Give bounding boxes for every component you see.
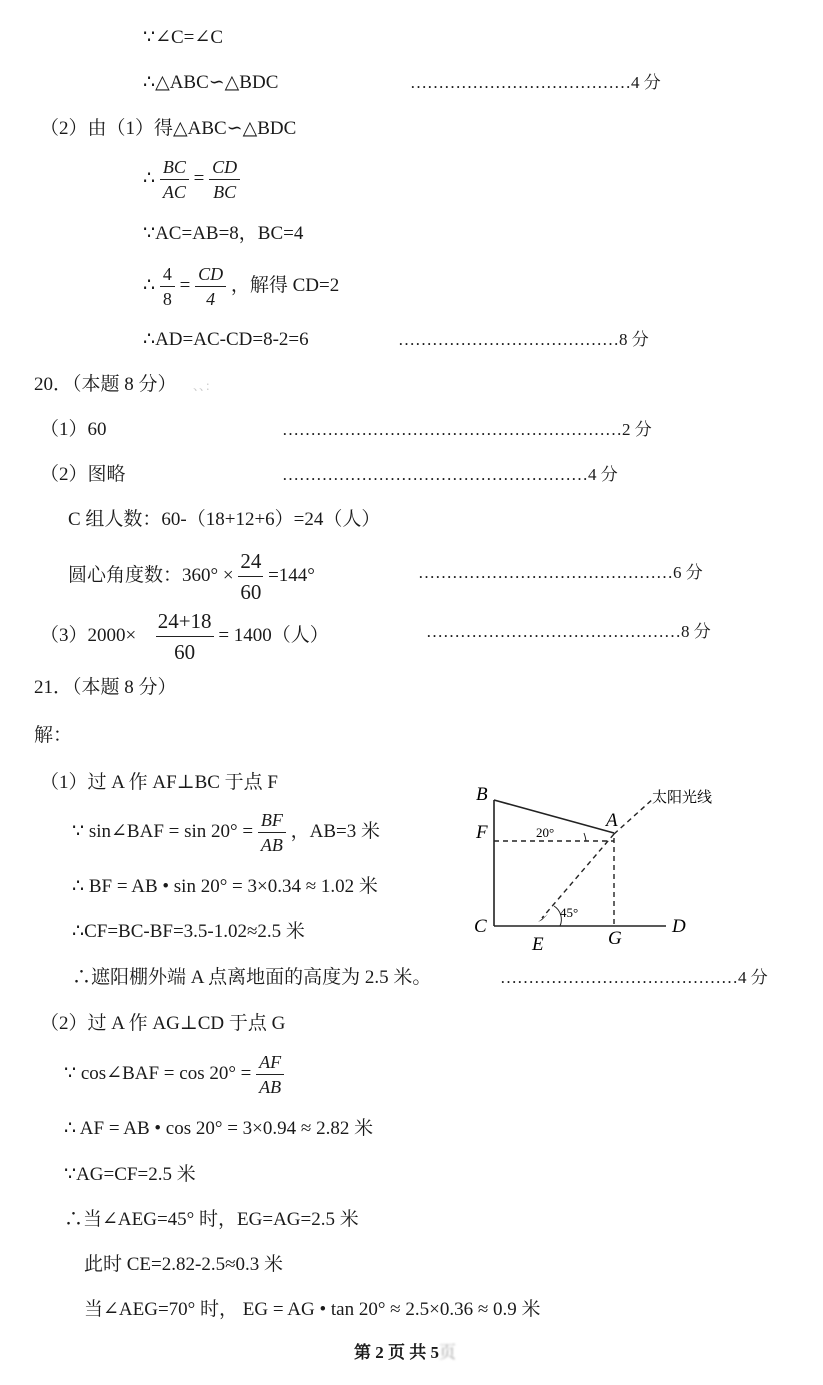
q19-ad-result: ∴AD=AC-CD=8-2=6 [143,329,309,350]
q21-cf-calc: ∴CF=BC-BF=3.5-1.02≈2.5 米 [72,921,305,942]
ratio-cd-bc: $\frac{CD}{BC}$ [209,155,240,204]
q20-score-2: ……………………………………………………2 分 [282,420,652,439]
q20-score-6: ………………………………………6 分 [418,563,703,582]
q21-ag-equals-cf: ∵AG=CF=2.5 米 [64,1164,196,1185]
q19-ratio-line: ∴ $\frac{BC}{AC}$ = $\frac{CD}{BC}$ [143,155,240,204]
q20-score-4: ………………………………………………4 分 [282,465,618,484]
q20-c-group: C 组人数：60-（18+12+6）=24（人） [68,509,381,530]
q21-cos-line: ∵ cos∠BAF = cos 20° = $\frac{AF}{AB}$ [64,1050,284,1099]
q20-part3: （3）2000× $\frac{24+18}{60}$ = 1400（人） [40,606,329,667]
q21-solve: 解： [34,725,73,746]
angle-arc-20 [584,833,586,841]
frac-bf-ab: $\frac{BF}{AB}$ [258,808,286,857]
label-c: C [474,916,487,937]
frac-24plus18-60: $\frac{24+18}{60}$ [156,606,214,667]
ratio-bc-ac: $\frac{BC}{AC}$ [160,155,189,204]
q19-score-4: …………………………………4 分 [410,73,661,92]
label-d: D [672,916,686,937]
q21-head: 21．（本题 8 分） [34,677,177,698]
label-e: E [532,934,544,955]
q20-score-8: ………………………………………8 分 [426,622,711,641]
q21-angle45-case: ∴当∠AEG=45° 时，EG=AG=2.5 米 [64,1209,359,1230]
label-f: F [476,822,488,843]
q19-score-8: …………………………………8 分 [398,330,649,349]
awning-geometry-figure [466,776,766,956]
q21-angle70-case: 当∠AEG=70° 时， EG = AG • tan 20° ≈ 2.5×0.36 ≈ 0.9 米 [84,1299,541,1320]
q19-solve-cd: ∴ $\frac{4}{8}$ = $\frac{CD}{4}$ ，解得 CD=2 [143,264,340,309]
q21-score-4: ……………………………………4 分 [500,968,768,987]
label-sunlight: 太阳光线 [652,790,713,806]
frac-cd-4: $\frac{CD}{4}$ [195,262,226,311]
q21-part2-head: （2）过 A 作 AG⊥CD 于点 G [40,1013,286,1034]
q20-central-angle: 圆心角度数：360° × $\frac{24}{60}$ =144° [68,546,315,607]
label-g: G [608,928,622,949]
q20-head: 20．（本题 8 分） 、、： [34,374,218,395]
q19-part2-head: （2）由（1）得△ABC∽△BDC [40,118,297,139]
q19-similar: ∴△ABC∽△BDC [143,72,279,93]
q21-part1-head: （1）过 A 作 AF⊥BC 于点 F [40,772,278,793]
q19-line-angle-c: ∵∠C=∠C [143,27,223,48]
arrow-head [538,914,548,922]
label-angle-45: 45° [560,905,579,920]
frac-af-ab: $\frac{AF}{AB}$ [256,1050,284,1099]
q20-part2: （2）图略 [40,464,126,485]
q20-part1: （1）60 [40,419,107,440]
label-a: A [606,810,618,831]
sun-ray-upper [614,798,654,834]
q21-height-conclusion: ∴遮阳棚外端 A 点离地面的高度为 2.5 米。 [72,967,432,988]
q21-bf-calc: ∴ BF = AB • sin 20° = 3×0.34 ≈ 1.02 米 [72,876,378,897]
page-footer: 第 2 页 共 5页 [354,1343,456,1362]
q19-given-values: ∵AC=AB=8，BC=4 [143,223,304,244]
q21-sin-line: ∵ sin∠BAF = sin 20° = $\frac{BF}{AB}$ ，AB=3 米 [72,810,380,855]
label-angle-20: 20° [536,825,555,840]
frac-4-8: $\frac{4}{8}$ [160,262,175,311]
label-b: B [476,784,488,805]
q21-ce-result: 此时 CE=2.82-2.5≈0.3 米 [84,1254,283,1275]
q21-af-calc: ∴ AF = AB • cos 20° = 3×0.94 ≈ 2.82 米 [64,1118,374,1139]
frac-24-60: $\frac{24}{60}$ [238,546,263,607]
